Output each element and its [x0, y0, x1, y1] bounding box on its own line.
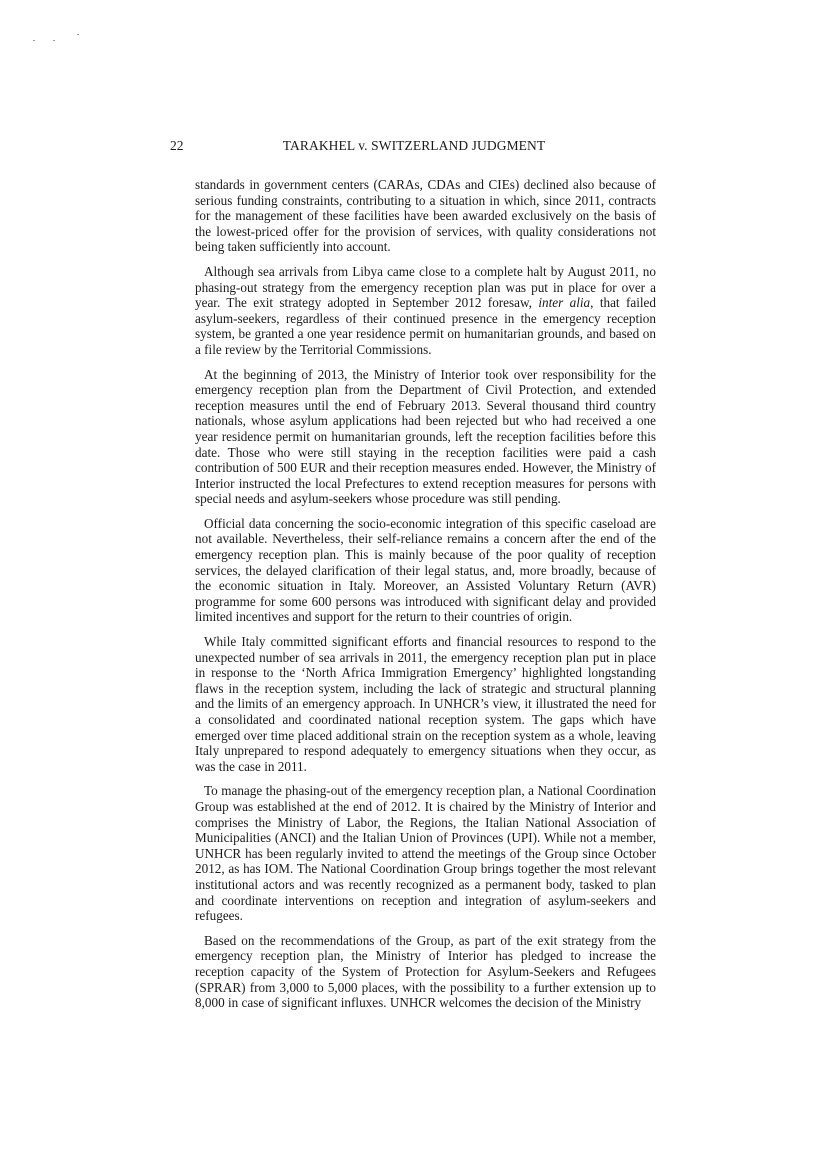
italic-phrase: inter alia: [538, 295, 591, 311]
paragraph: To manage the phasing-out of the emergency reception plan, a National Coordination Group was established at the end of 2012. It is chaired by the Ministry of Interior and comprises the Ministry of Labor, the Regions, the Italian National Association of Municipalities (ANCI) and the Italian Union of Provinces (UPI). While not a member, UNHCR has been regularly invited to attend the meetings of the Group since October 2012, as has IOM. The National Coordination Group brings together the most relevant institutional actors and was recently recognized as a permanent body, tasked to plan and coordinate interventions on reception and integration of asylum-seekers and refugees.: [195, 783, 656, 924]
paragraph: [195, 264, 656, 358]
paragraph: While Italy committed significant efforts and financial resources to respond to the unexpected number of sea arrivals in 2011, the emergency reception plan put in place in response to the ‘North Africa Immigration Emergency’ highlighted longstanding flaws in the reception system, including the lack of strategic and structural planning and the limits of an emergency approach. In UNHCR’s view, it illustrated the need for a consolidated and coordinated national reception system. The gaps which have emerged over time placed additional strain on the reception system as a whole, leaving Italy unprepared to respond adequately to emergency situations when they occur, as was the case in 2011.: [195, 634, 656, 774]
paragraph: Official data concerning the socio-economic integration of this specific caseload are not available. Nevertheless, their self-reliance remains a concern after the end of the emergency reception plan. This is mainly because of the poor quality of reception services, the delayed clarification of their legal status, and, more broadly, because of the economic situation in Italy. Moreover, an Assisted Voluntary Return (AVR) programme for some 600 persons was introduced with significant delay and provided limited incentives and support for the return to their countries of origin.: [195, 515, 656, 625]
scan-mark: [53, 40, 55, 41]
scan-mark: [77, 34, 79, 35]
paragraph: At the beginning of 2013, the Ministry of Interior took over responsibility for the emergency reception plan from the Department of Civil Protection, and extended reception measures until the end of February 2013. Several thousand third country nationals, whose asylum applications had been rejected but who had received a one year residence permit on humanitarian grounds, left the reception facilities before this date. Those who were still staying in the reception facilities were paid a cash contribution of 500 EUR and their reception measures ended. However, the Ministry of Interior instructed the local Prefectures to extend reception measures for persons with special needs and asylum-seekers whose procedure was still pending.: [195, 366, 656, 507]
paragraph: Based on the recommendations of the Group, as part of the exit strategy from the emergency reception plan, the Ministry of Interior has pledged to increase the reception capacity of the System of Protection for Asylum-Seekers and Refugees (SPRAR) from 3,000 to 5,000 places, with the possibility to a further extension up to 8,000 in case of significant influxes. UNHCR welcomes the decision of the Ministry: [195, 932, 656, 1011]
scan-mark: [33, 40, 35, 41]
paragraph-text: , that failed asylum-seekers, regardless of their continued presence in the emergency reception system, be granted a one year residence permit on humanitarian grounds, and based on a file review by the Territorial Commissions.: [195, 295, 656, 357]
running-header-title: TARAKHEL v. SWITZERLAND JUDGMENT: [282, 138, 546, 153]
paragraph-text: Although sea arrivals from Libya came close to a complete halt by August 2011, no phasing-out strategy from the emergency reception plan was put in place for over a year. The exit strategy adopted in September 2012 foresaw,: [195, 263, 656, 311]
judgment-body-text: [195, 177, 656, 1020]
paragraph: standards in government centers (CARAs, CDAs and CIEs) declined also because of serious funding constraints, contributing to a situation in which, since 2011, contracts for the management of these facilities have been awarded exclusively on the basis of the lowest-priced offer for the provision of services, with quality considerations not being taken sufficiently into account.: [195, 177, 656, 255]
page-number: 22: [170, 138, 184, 153]
